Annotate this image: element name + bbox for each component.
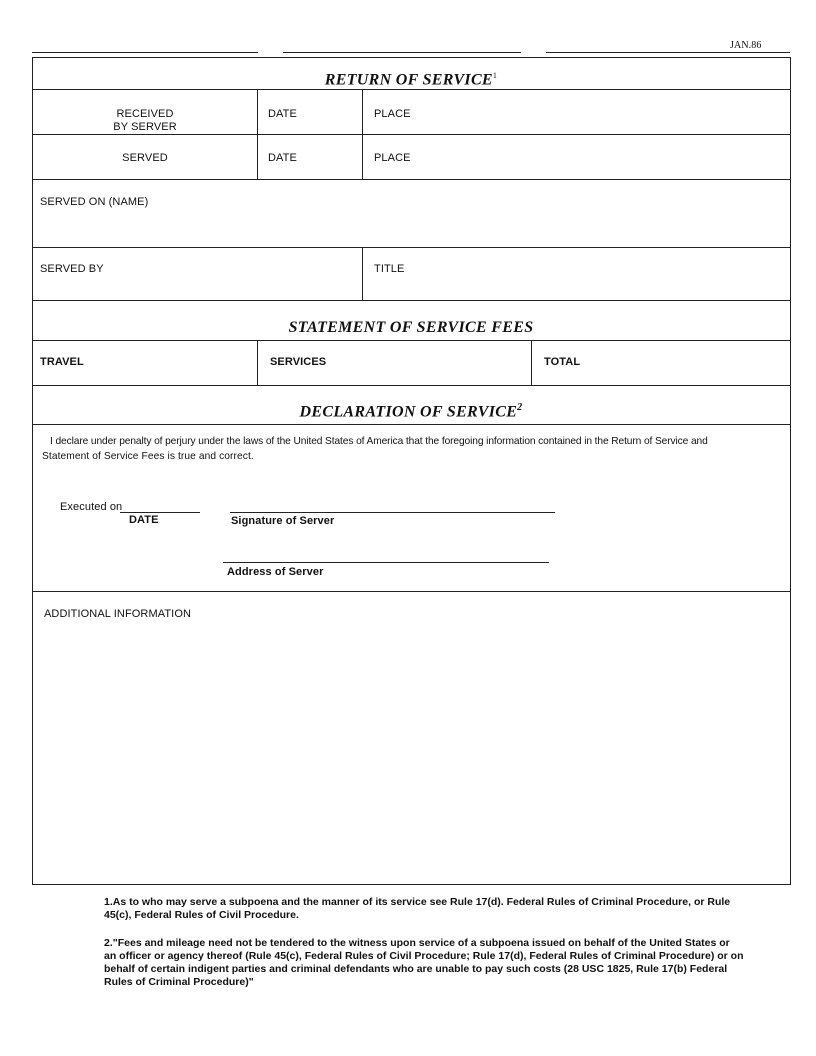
return-of-service-title: RETURN OF SERVICE$^1$	[324, 71, 498, 89]
travel-label: TRAVEL	[40, 356, 84, 368]
declaration-text-line2: Statement of Service Fees is true and correct.	[42, 451, 254, 462]
total-label: TOTAL	[544, 356, 581, 368]
row-divider	[32, 591, 791, 592]
form-box	[32, 57, 791, 885]
col-divider	[362, 247, 363, 300]
served-label: SERVED	[122, 152, 168, 164]
declaration-text-line1: I declare under penalty of perjury under the laws of the United States of America that the foregoing information contained in the Return of Service and	[50, 436, 708, 447]
served-on-label: SERVED ON (NAME)	[40, 196, 149, 208]
address-label: Address of Server	[227, 566, 324, 578]
col-divider	[531, 340, 532, 385]
footnote-mark-2: 2	[517, 402, 523, 413]
executed-date-label: DATE	[129, 514, 159, 526]
row-divider	[32, 89, 791, 90]
row-divider	[32, 300, 791, 301]
title-label: TITLE	[374, 263, 405, 275]
row-divider	[32, 385, 791, 386]
additional-info-label: ADDITIONAL INFORMATION	[44, 608, 192, 620]
services-label: SERVICES	[270, 356, 327, 368]
row-divider	[32, 424, 791, 425]
header-line-middle	[283, 52, 521, 53]
form-code: JAN.86	[730, 40, 762, 51]
row-divider	[32, 179, 791, 180]
row-divider	[32, 134, 791, 135]
header-line-right	[546, 52, 790, 53]
signature-line	[230, 512, 555, 513]
footnote-2: 2."Fees and mileage need not be tendered to the witness upon service of a subpoena issued on behalf of the United States or an officer or agency thereof (Rule 45(c), Federal Rules of Civil Procedure; Rule 17(d), Federal Rules of Criminal Procedure) or on behalf of certain indigent parties and criminal defendants who are unable to pay such costs (28 USC 1825, Rule 17(b) Federal Rules of Criminal Procedure)"	[104, 937, 744, 988]
service-fees-title: STATEMENT OF SERVICE FEES	[288, 319, 534, 336]
col-divider	[257, 340, 258, 385]
received-date-label: DATE	[268, 108, 297, 120]
served-place-label: PLACE	[374, 152, 411, 164]
served-by-label: SERVED BY	[40, 263, 104, 275]
executed-date-line	[120, 512, 200, 513]
address-line	[223, 562, 549, 563]
header-line-left	[32, 52, 258, 53]
received-place-label: PLACE	[374, 108, 411, 120]
served-date-label: DATE	[268, 152, 297, 164]
declaration-title: DECLARATION OF SERVICE$^2$	[299, 402, 523, 421]
footnote-1: 1.As to who may serve a subpoena and the manner of its service see Rule 17(d). Federal Rules of Criminal Procedure, or Rule 45(c), Federal Rules of Civil Procedure.	[104, 896, 731, 921]
footnote-mark-1: 1	[492, 71, 498, 80]
row-divider	[32, 247, 791, 248]
executed-on-label: Executed on	[60, 501, 123, 513]
received-by-server-label: RECEIVED BY SERVER	[113, 108, 177, 133]
row-divider	[32, 340, 791, 341]
signature-label: Signature of Server	[231, 515, 335, 527]
